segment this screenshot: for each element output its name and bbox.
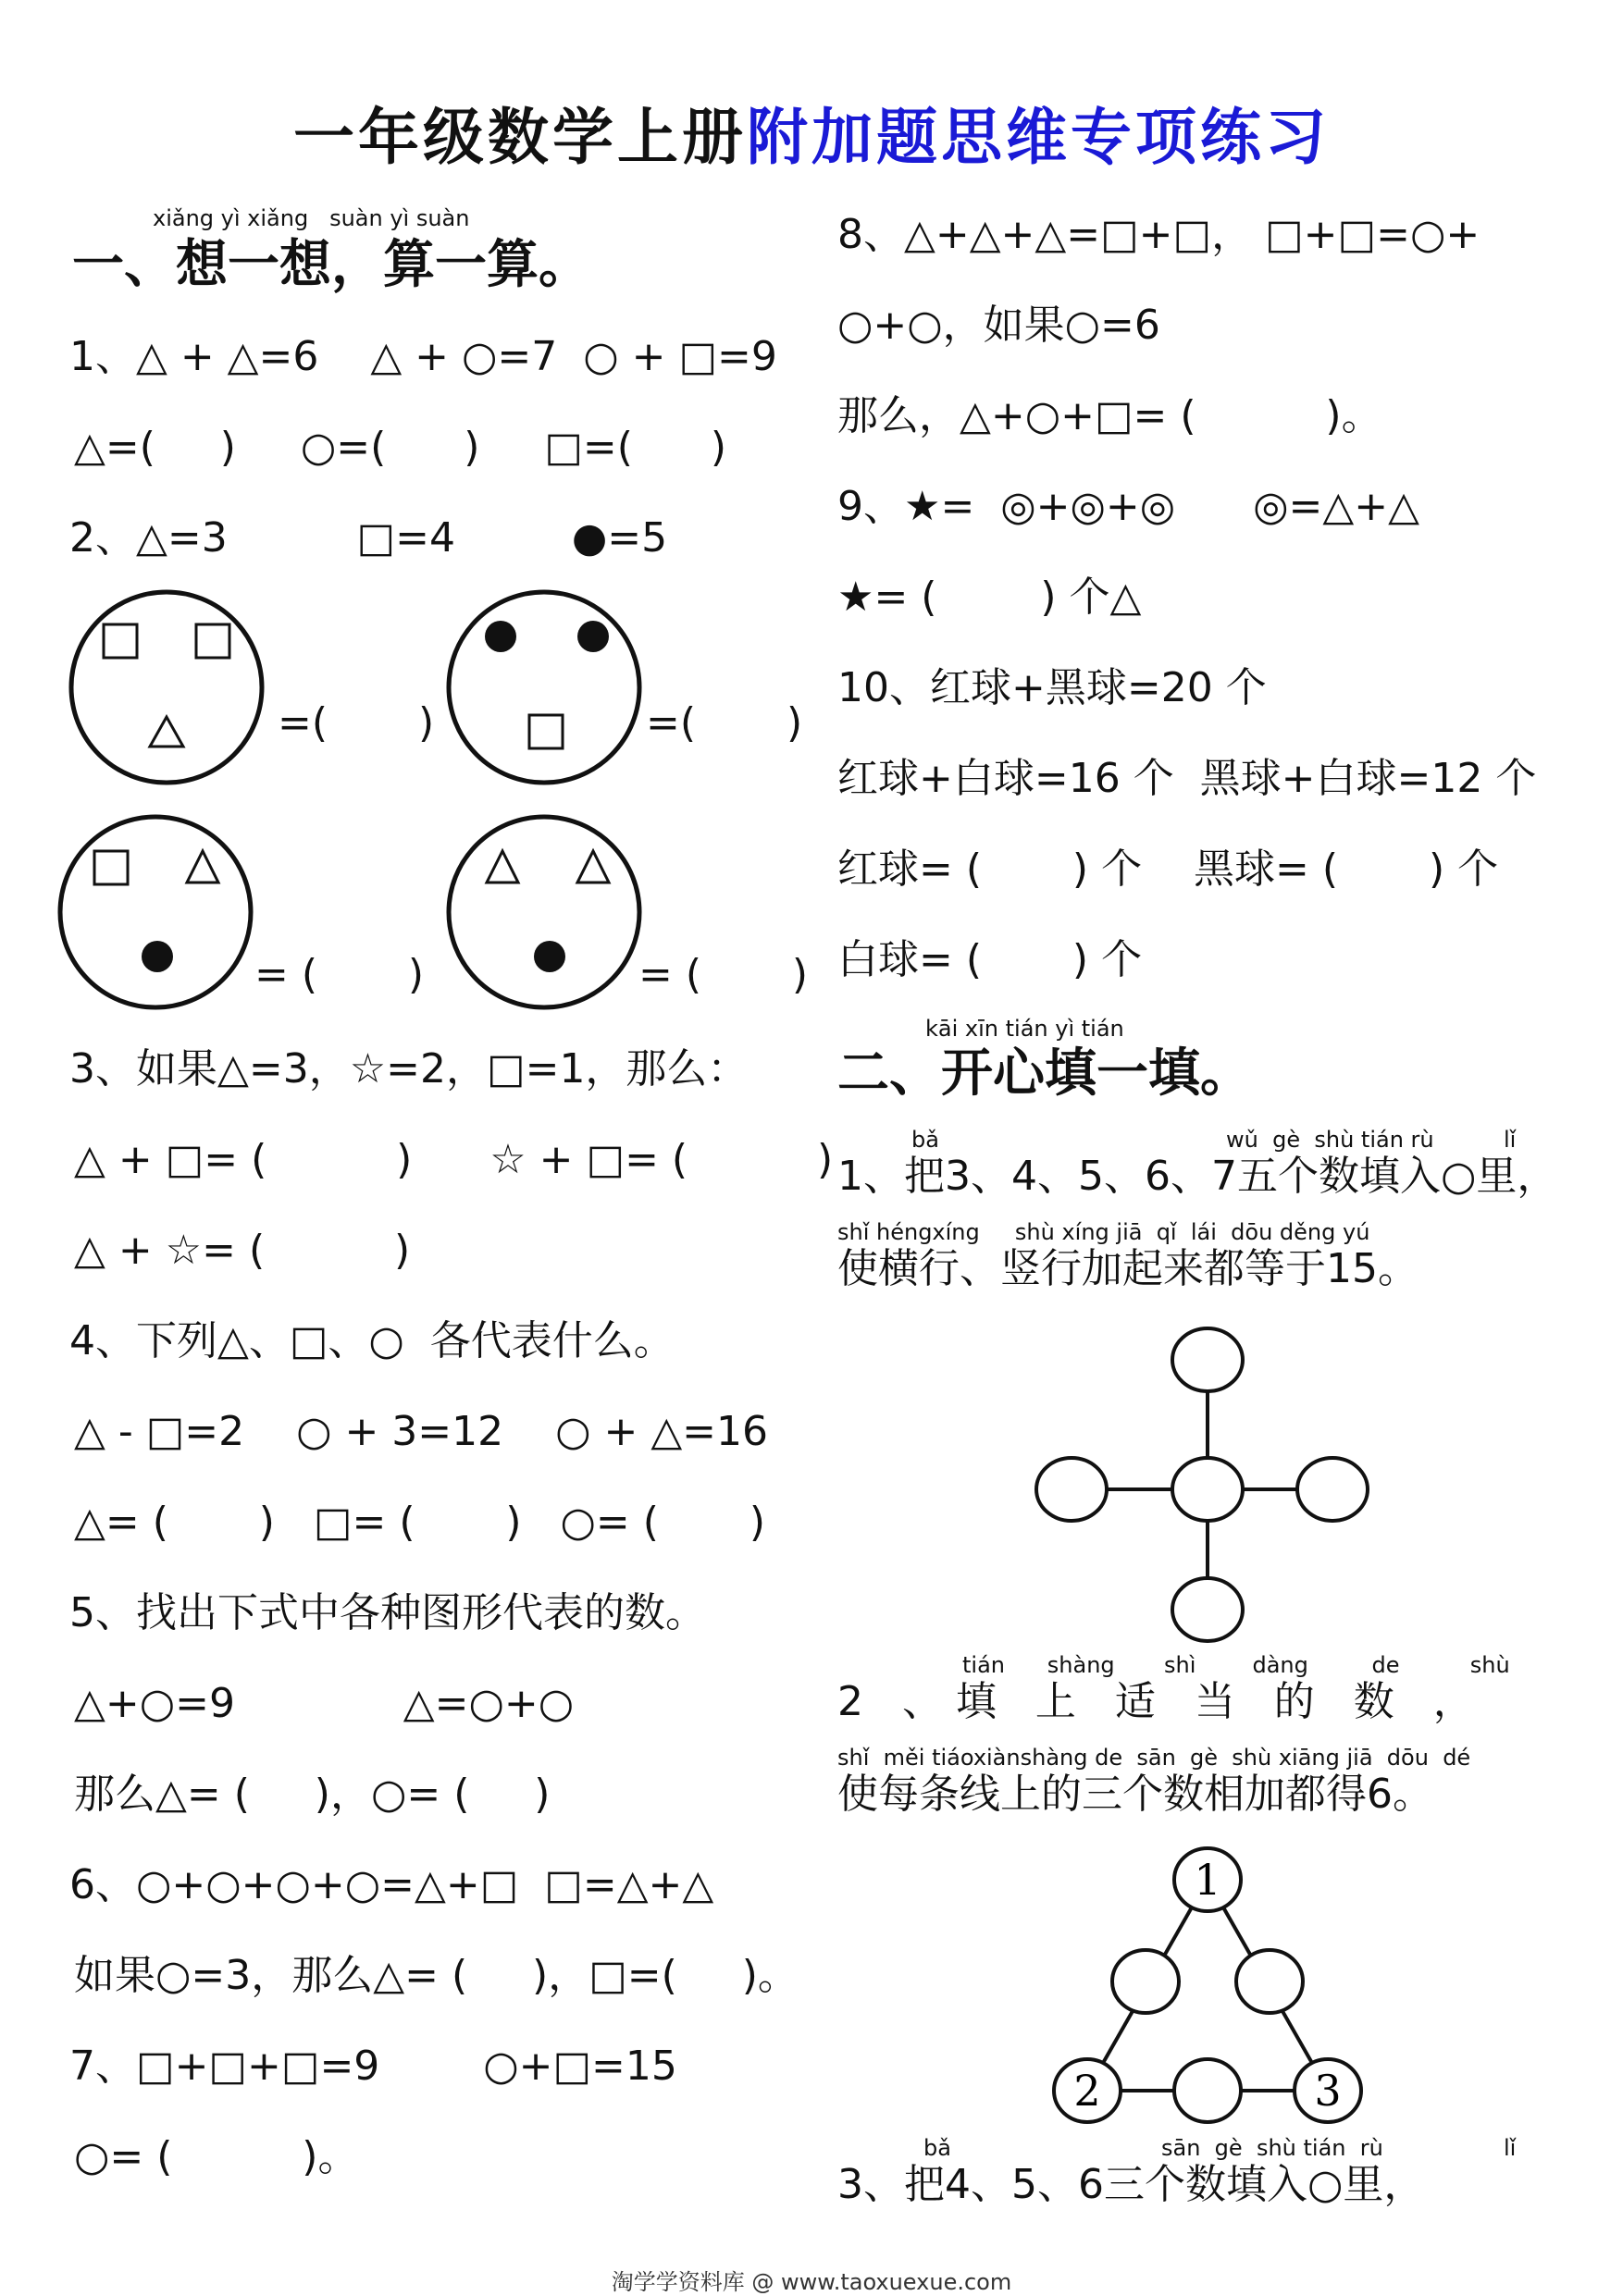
s2q2-line1: 2 、 填 上 适 当 的 数 ， [837, 1678, 1474, 1725]
black-dot-icon [577, 621, 609, 652]
s2q3-pinyin-b: sān gè shù tián rù [1161, 2135, 1383, 2161]
q7-answer: ○= ( )。 [74, 2133, 359, 2180]
cross-diagram [1027, 1323, 1379, 1637]
q3-blank-1: △ + □= ( ) ☆ + □= ( ) [74, 1136, 834, 1183]
section1-pinyin: xiǎng yì xiǎng suàn yì suàn [153, 205, 470, 231]
s2q1-line1: 1、把3、4、5、6、7五个数填入○里， [837, 1153, 1558, 1200]
triangle-node-right-mid [1236, 1950, 1303, 2013]
face-4-answer: = ( ) [638, 951, 809, 998]
s2q2-pinyin-1: tián shàng shì dàng de shù [962, 1652, 1510, 1678]
page-title [0, 88, 1623, 176]
s2q2-pinyin-2: shǐ měi tiáoxiànshàng de sān gè shù xiāng jiā dōu dé [837, 1745, 1471, 1771]
q10-equation-2: 红球+白球=16 个 黑球+白球=12 个 [837, 755, 1537, 802]
face-2-answer: =( ) [646, 699, 803, 747]
triangle-node-bottom-mid [1174, 2059, 1241, 2122]
black-dot-icon [534, 941, 565, 972]
cross-node-top [1172, 1328, 1243, 1391]
triangle-icon [487, 851, 518, 883]
s2q1-pinyin-a: bǎ [911, 1127, 939, 1153]
square-icon [104, 624, 137, 658]
face-diagram-1 [67, 586, 270, 789]
q6-answers: 如果○=3，那么△= ( )，□=( )。 [74, 1952, 799, 1999]
cross-node-bottom [1172, 1578, 1243, 1641]
title-part2: 附加题思维专项练习 [747, 101, 1330, 173]
triangle-icon [187, 851, 218, 883]
q9-answer: ★= ( ) 个△ [837, 574, 1142, 621]
q1-equations: 1、△ + △=6 △ + ○=7 ○ + □=9 [69, 333, 777, 380]
s2q1-line2: 使横行、竖行加起来都等于15。 [837, 1245, 1419, 1292]
triangle-node-left-mid [1112, 1950, 1179, 2013]
section2-heading: 二、开心填一填。 [837, 1043, 1252, 1104]
section2-pinyin: kāi xīn tián yì tián [925, 1016, 1124, 1042]
black-dot-icon [485, 621, 516, 652]
face-diagram-3 [57, 810, 261, 1014]
black-dot-icon [142, 941, 173, 972]
face-diagram-4 [442, 810, 646, 1014]
q4-equations: △ - □=2 ○ + 3=12 ○ + △=16 [74, 1408, 769, 1455]
triangle-icon [577, 851, 609, 883]
q5-prompt: 5、找出下式中各种图形代表的数。 [69, 1589, 706, 1636]
triangle-label-2: 2 [1073, 2066, 1101, 2116]
q4-prompt: 4、下列△、□、○ 各代表什么。 [69, 1317, 675, 1364]
q8-equation-1: 8、△+△+△=□+□， □+□=○+ [837, 211, 1481, 258]
s2q3-line1: 3、把4、5、6三个数填入○里， [837, 2161, 1425, 2208]
q4-answers: △= ( ) □= ( ) ○= ( ) [74, 1499, 765, 1546]
q8-equation-2: ○+○，如果○=6 [837, 302, 1160, 349]
square-icon [529, 715, 563, 748]
q10-equation-1: 10、红球+黑球=20 个 [837, 664, 1267, 711]
q7-equations: 7、□+□+□=9 ○+□=15 [69, 2043, 677, 2090]
s2q3-pinyin-c: lǐ [1504, 2135, 1517, 2161]
s2q1-pinyin-c: lǐ [1504, 1127, 1517, 1153]
s2q1-pinyin-2: shǐ héngxíng shù xíng jiā qǐ lái dōu děng yú [837, 1219, 1370, 1245]
square-icon [94, 851, 128, 884]
face-1-answer: =( ) [278, 699, 435, 747]
cross-node-left [1036, 1458, 1107, 1521]
q2-values: 2、△=3 □=4 ●=5 [69, 514, 668, 562]
q8-answer: 那么，△+○+□= ( )。 [837, 392, 1382, 439]
face-diagram-2 [442, 586, 646, 789]
triangle-label-1: 1 [1194, 1855, 1221, 1905]
q5-answers: 那么△= ( )，○= ( ) [74, 1771, 551, 1818]
q5-equations: △+○=9 △=○+○ [74, 1680, 575, 1727]
q3-blank-2: △ + ☆= ( ) [74, 1227, 411, 1274]
square-icon [196, 624, 229, 658]
s2q3-pinyin-a: bǎ [923, 2135, 951, 2161]
title-part1: 一年级数学上册 [293, 101, 747, 173]
q9-equations: 9、★= ◎+◎+◎ ◎=△+△ [837, 483, 1419, 530]
footer-watermark: 淘学学资料库 @ www.taoxuexue.com [611, 2269, 1012, 2295]
q1-answers: △=( ) ○=( ) □=( ) [74, 424, 727, 471]
q6-equations: 6、○+○+○+○=△+□ □=△+△ [69, 1861, 714, 1908]
s2q1-pinyin-b: wǔ gè shù tián rù [1226, 1127, 1434, 1153]
triangle-label-3: 3 [1314, 2066, 1342, 2116]
section1-heading: 一、想一想，算一算。 [72, 234, 590, 295]
face-3-answer: = ( ) [254, 951, 425, 998]
q10-answers-2: 白球= ( ) 个 [837, 936, 1143, 983]
triangle-diagram [1036, 1841, 1369, 2137]
triangle-icon [150, 717, 183, 747]
cross-node-right [1297, 1458, 1368, 1521]
cross-node-center [1172, 1458, 1243, 1521]
s2q2-line2: 使每条线上的三个数相加都得6。 [837, 1771, 1433, 1818]
q10-answers-1: 红球= ( ) 个 黑球= ( ) 个 [837, 846, 1499, 893]
q3-given: 3、如果△=3，☆=2，□=1，那么： [69, 1045, 749, 1092]
